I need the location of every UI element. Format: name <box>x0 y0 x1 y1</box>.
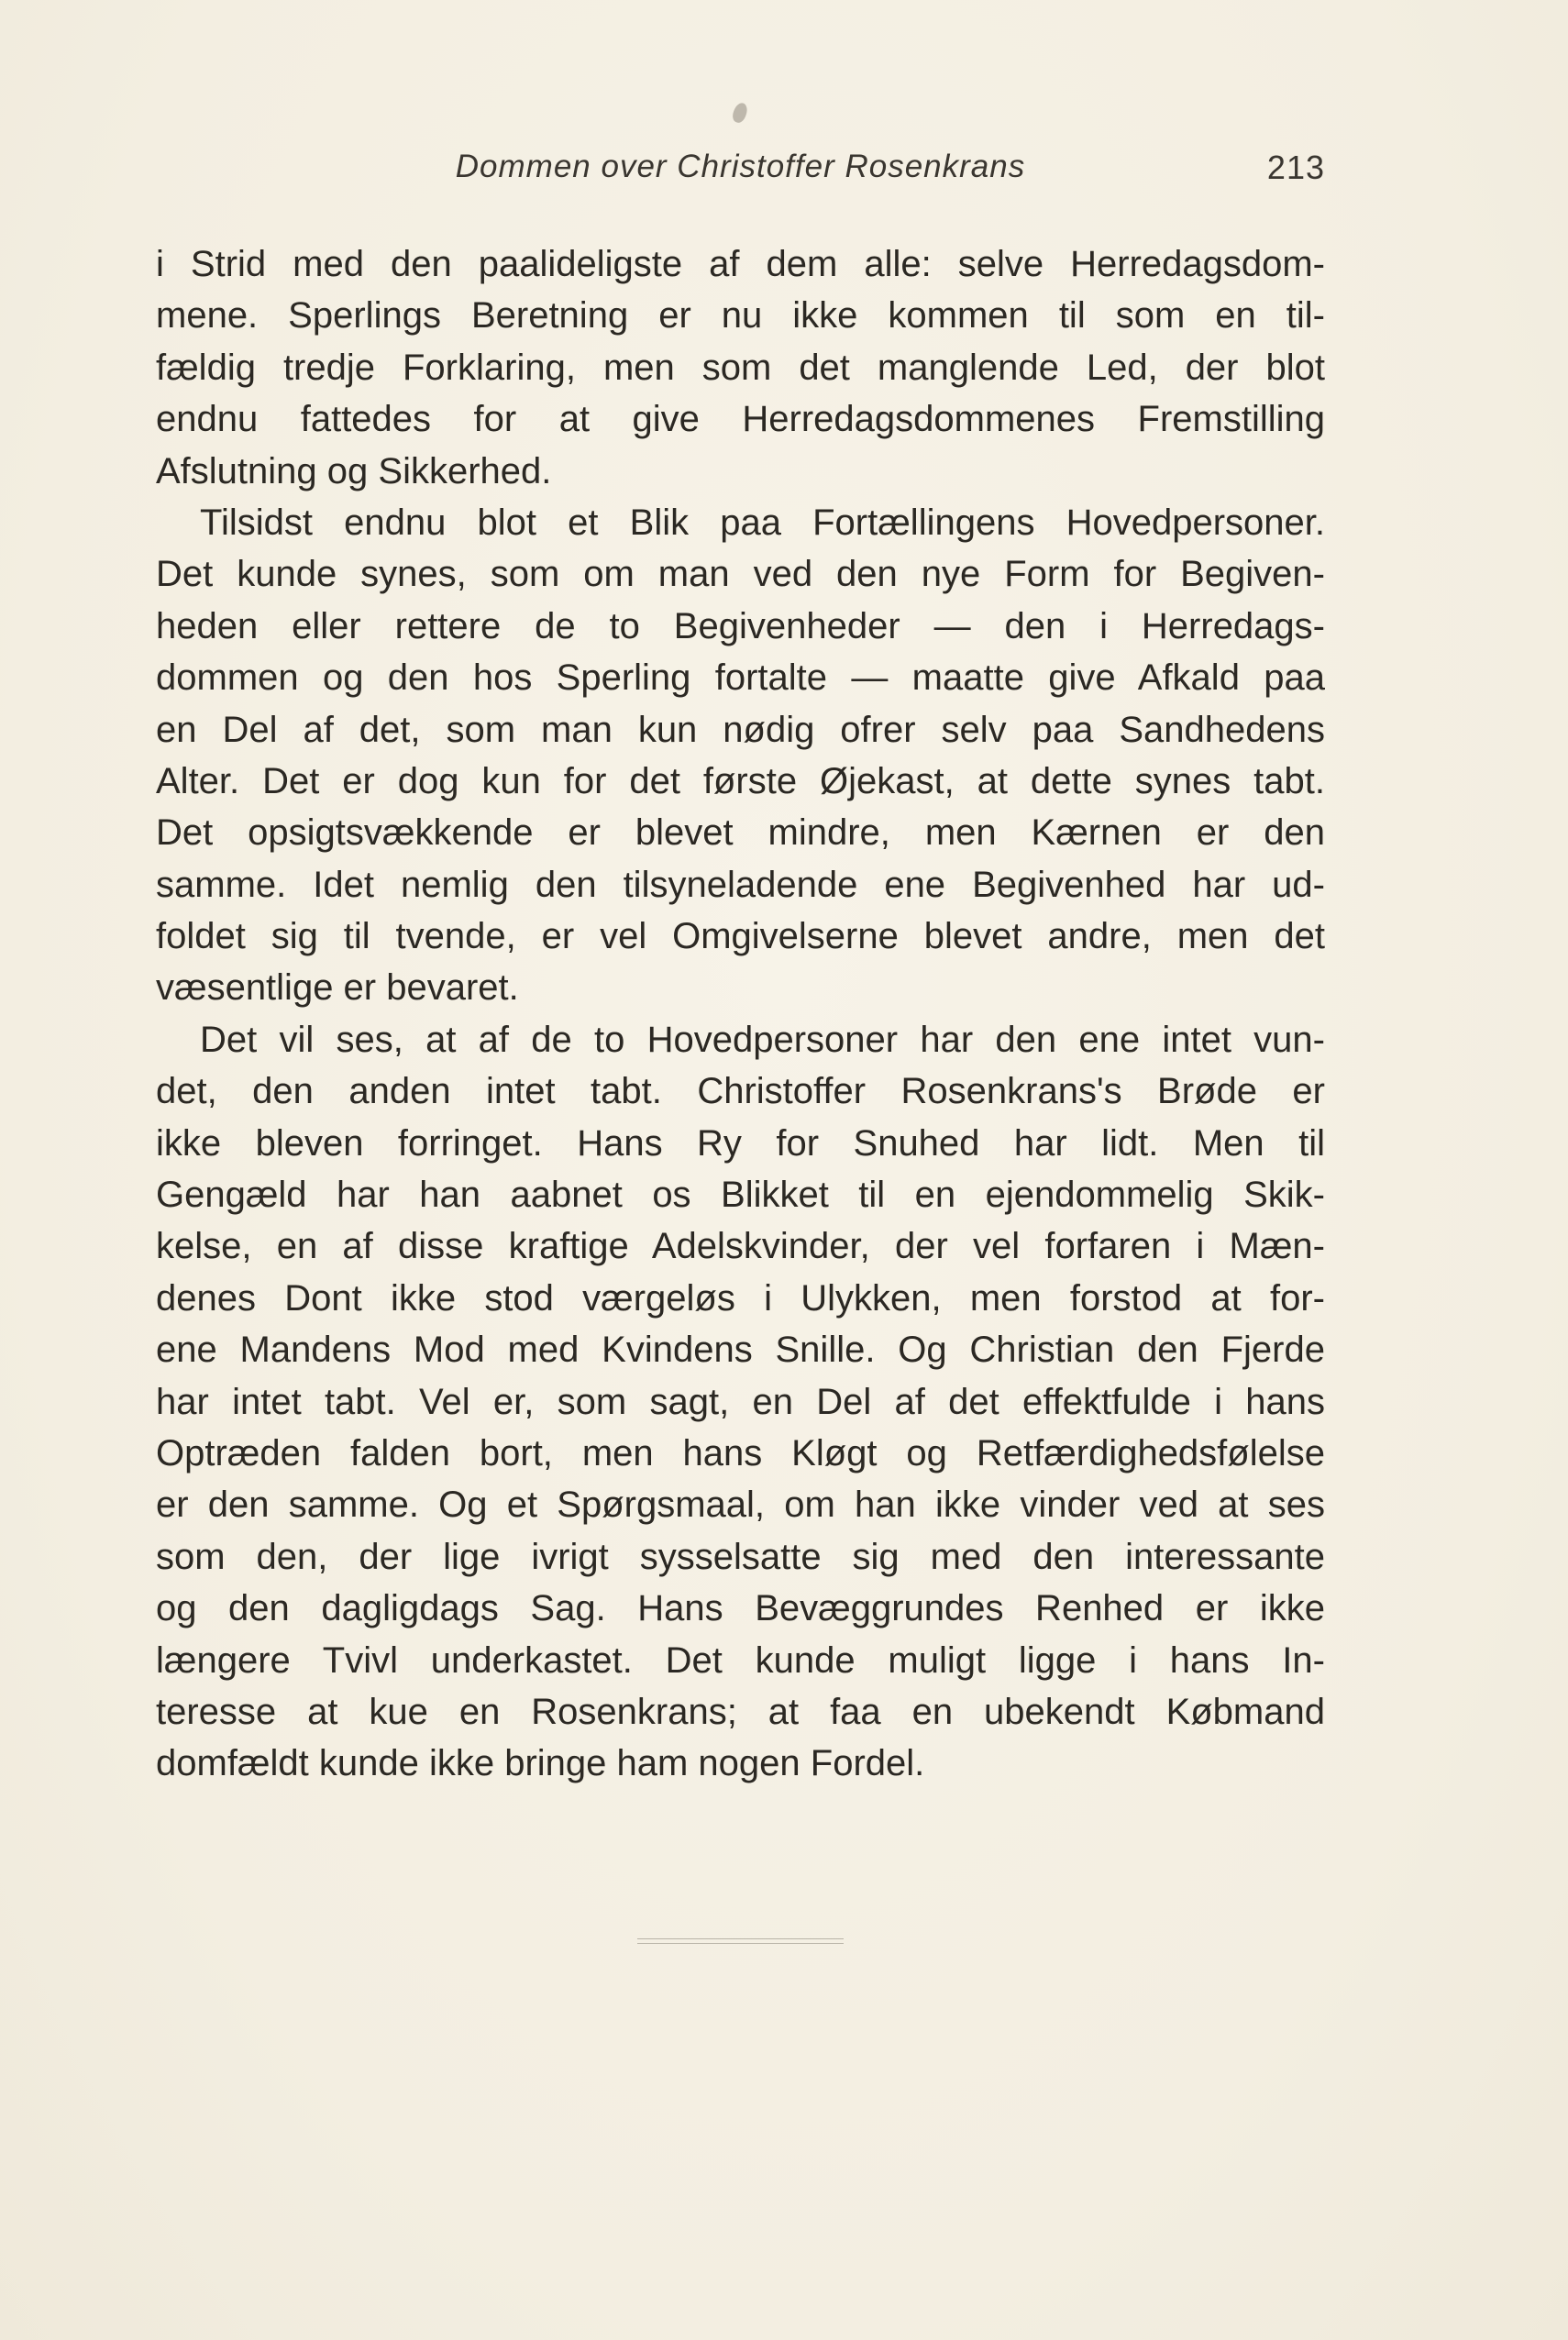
text-line: er den samme. Og et Spørgsmaal, om han ikke vinder ved at ses <box>156 1485 1325 1526</box>
paragraph-2 <box>156 497 1325 1014</box>
text-line: ikke bleven forringet. Hans Ry for Snuhed har lidt. Men til <box>156 1122 1325 1164</box>
ink-speck <box>731 101 750 124</box>
text-line: kelse, en af disse kraftige Adelskvinder, der vel forfaren i Mæn- <box>156 1226 1325 1267</box>
text-line: teresse at kue en Rosenkrans; at faa en ubekendt Købmand <box>156 1691 1325 1732</box>
text-line: Afslutning og Sikkerhed. <box>156 450 552 491</box>
text-line: Alter. Det er dog kun for det første Øjekast, at dette synes tabt. <box>156 760 1325 801</box>
text-line: Det opsigtsvækkende er blevet mindre, men Kærnen er den <box>156 812 1325 854</box>
text-line: samme. Idet nemlig den tilsyneladende ene Begivenhed har ud- <box>156 864 1325 905</box>
text-line: foldet sig til tvende, er vel Omgivelserne blevet andre, men det <box>156 916 1325 957</box>
text-line: ene Mandens Mod med Kvindens Snille. Og Christian den Fjerde <box>156 1330 1325 1371</box>
running-head <box>156 149 1325 194</box>
text-line: væsentlige er bevaret. <box>156 967 519 1009</box>
text-line: heden eller rettere de to Begivenheder — den i Herredags- <box>156 605 1325 646</box>
page-number: 213 <box>1266 149 1325 186</box>
paragraph-1 <box>156 238 1325 497</box>
text-line: i Strid med den paalideligste af dem alle: selve Herredagsdom- <box>156 244 1325 284</box>
text-line: Optræden falden bort, men hans Kløgt og Retfærdighedsfølelse <box>156 1432 1325 1474</box>
paragraph-3 <box>156 1014 1325 1790</box>
text-line: dommen og den hos Sperling fortalte — maatte give Afkald paa <box>156 657 1325 699</box>
text-line: det, den anden intet tabt. Christoffer Rosenkrans's Brøde er <box>156 1071 1325 1112</box>
section-divider-rule <box>637 1938 844 1944</box>
text-line: som den, der lige ivrigt sysselsatte sig med den interessante <box>156 1536 1325 1577</box>
body-text <box>156 238 1325 1790</box>
text-line: Gengæld har han aabnet os Blikket til en ejendommelig Skik- <box>156 1175 1325 1216</box>
text-line: længere Tvivl underkastet. Det kunde muligt ligge i hans In- <box>156 1639 1325 1681</box>
text-line: denes Dont ikke stod værgeløs i Ulykken, men forstod at for- <box>156 1277 1325 1319</box>
running-title: Dommen over Christoffer Rosenkrans <box>455 149 1026 184</box>
text-line: har intet tabt. Vel er, som sagt, en Del af det effektfulde i hans <box>156 1381 1325 1422</box>
text-line: mene. Sperlings Beretning er nu ikke kommen til som en til- <box>156 295 1325 337</box>
text-line: Tilsidst endnu blot et Blik paa Fortællingens Hovedpersoner. <box>200 502 1325 543</box>
text-line: Det kunde synes, som om man ved den nye Form for Begiven- <box>156 554 1325 595</box>
text-line: domfældt kunde ikke bringe ham nogen Fordel. <box>156 1743 925 1784</box>
text-line: en Del af det, som man kun nødig ofrer selv paa Sandhedens <box>156 709 1325 750</box>
text-line: endnu fattedes for at give Herredagsdommenes Fremstilling <box>156 399 1325 440</box>
text-line: og den dagligdags Sag. Hans Bevæggrundes Renhed er ikke <box>156 1588 1325 1629</box>
text-line: fældig tredje Forklaring, men som det manglende Led, der blot <box>156 347 1325 388</box>
text-line: Det vil ses, at af de to Hovedpersoner har den ene intet vun- <box>200 1019 1325 1060</box>
